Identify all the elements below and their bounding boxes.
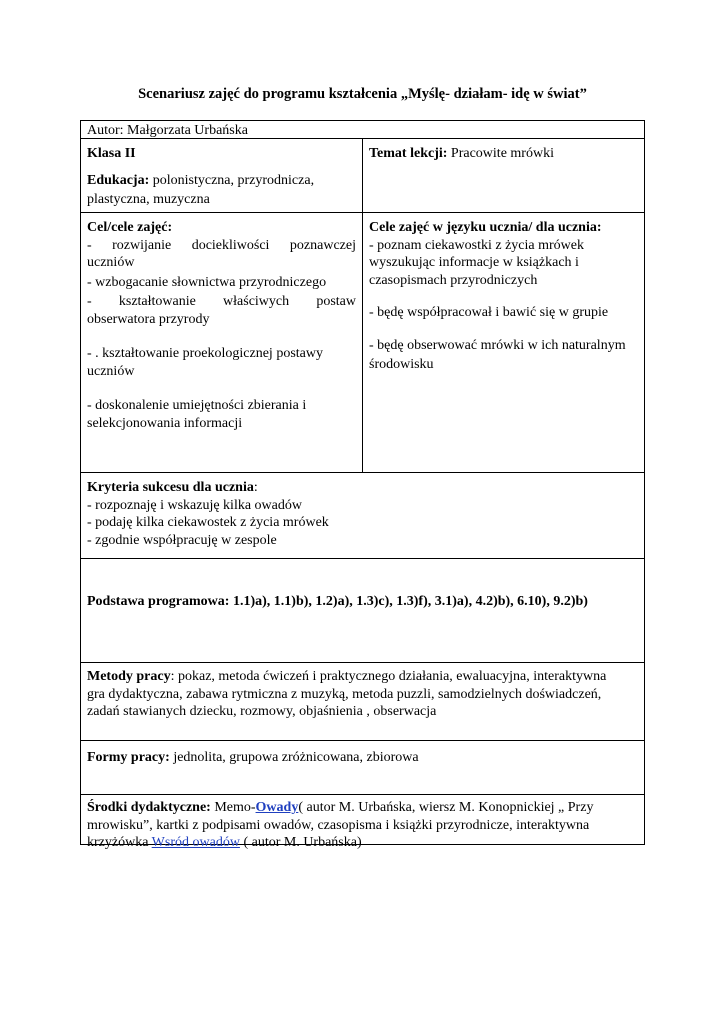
author-text: Autor: Małgorzata Urbańska <box>87 123 248 138</box>
lesson-table <box>80 120 645 850</box>
goal-item: - doskonalenie umiejętności zbierania i <box>87 398 307 413</box>
student-goal-item: - będę obserwować mrówki w ich naturalnym <box>369 337 626 353</box>
methods-text: : pokaz, metoda ćwiczeń i praktycznego działania, ewaluacyjna, interaktywna <box>170 669 607 684</box>
class-topic-row <box>81 139 644 213</box>
forms-row <box>81 741 644 795</box>
education-label: Edukacja: <box>87 172 150 188</box>
curriculum-value: 1.1)a), 1.1)b), 1.2)a), 1.3)c), 1.3)f), 3.1)a), 4.2)b), 6.10), 9.2)b) <box>229 594 588 609</box>
curriculum-cell <box>81 559 644 662</box>
student-goal-item-cont: wyszukując informacje w książkach i <box>369 255 579 270</box>
goal-item-cont: uczniów <box>87 255 135 270</box>
goal-item: - wzbogacanie słownictwa przyrodniczego <box>87 274 327 290</box>
criteria-item: - podaję kilka ciekawostek z życia mrówek <box>87 515 329 530</box>
goal-item: - rozwijanie dociekliwości poznawczej <box>87 237 356 253</box>
education-value-2: plastyczna, muzyczna <box>87 192 210 207</box>
student-goals-cell <box>363 213 644 472</box>
curriculum-label: Podstawa programowa: <box>87 594 230 609</box>
student-goals-label: Cele zajęć w języku ucznia/ dla ucznia: <box>369 220 602 235</box>
methods-text-2: gra dydaktyczna, zabawa rytmiczna z muzyką, metoda puzzli, samodzielnych doświadczeń, <box>87 686 602 702</box>
criteria-label: Kryteria sukcesu dla ucznia <box>87 480 254 495</box>
topic-cell <box>363 139 644 212</box>
methods-cell <box>81 663 644 740</box>
student-goal-item: - poznam ciekawostki z życia mrówek <box>369 237 584 253</box>
student-goal-item-cont: czasopismach przyrodniczych <box>369 272 538 288</box>
topic-value: Pracowite mrówki <box>447 146 554 161</box>
curriculum-row <box>81 559 644 663</box>
class-cell <box>81 139 363 212</box>
means-pre: Memo- <box>210 800 256 815</box>
criteria-colon: : <box>253 480 258 495</box>
author-row <box>81 121 644 139</box>
methods-row <box>81 663 644 741</box>
means-text: ( autor M. Urbańska, wiersz M. Konopnickiej „ Przy <box>298 800 594 815</box>
document-title: Scenariusz zajęć do programu kształcenia „Myślę- działam- idę w świat” <box>138 86 587 102</box>
memo-owady-link[interactable]: Owady <box>255 800 299 815</box>
goal-item-cont: obserwatora przyrody <box>87 311 210 327</box>
student-goal-item: - będę współpracował i bawić się w grupie <box>369 305 609 320</box>
education-value: polonistyczna, przyrodnicza, <box>149 172 315 188</box>
means-text-2: mrowisku”, kartki z podpisami owadów, czasopisma i książki przyrodnicze, interaktywna <box>87 817 590 833</box>
goals-row <box>81 213 644 473</box>
means-row <box>81 795 644 850</box>
means-text-3-pre: krzyżówka <box>87 835 152 850</box>
forms-label: Formy pracy: <box>87 750 170 765</box>
goal-item: - . kształtowanie proekologicznej postawy <box>87 346 323 361</box>
methods-text-3: zadań stawianych dziecku, rozmowy, objaśnienia , obserwacja <box>87 704 437 719</box>
goals-cell <box>81 213 363 472</box>
methods-label: Metody pracy <box>87 669 171 684</box>
means-cell <box>81 795 644 850</box>
criteria-row <box>81 473 644 559</box>
goal-item-cont: selekcjonowania informacji <box>87 415 243 431</box>
means-text-3-post: ( autor M. Urbańska) <box>239 835 362 850</box>
forms-value: jednolita, grupowa zróżnicowana, zbiorowa <box>169 750 419 765</box>
criteria-item: - zgodnie współpracuję w zespole <box>87 532 277 548</box>
class-label: Klasa II <box>87 146 136 161</box>
criteria-cell <box>81 473 644 558</box>
goal-item-cont: uczniów <box>87 363 135 379</box>
goals-label: Cel/cele zajęć: <box>87 220 173 235</box>
means-label: Środki dydaktyczne: <box>87 800 211 815</box>
goal-item: - kształtowanie właściwych postaw <box>87 294 356 309</box>
forms-cell <box>81 741 644 794</box>
criteria-item: - rozpoznaję i wskazuję kilka owadów <box>87 497 302 513</box>
author-cell <box>81 121 644 138</box>
wsrod-owadow-link[interactable]: Wsród owadów <box>151 835 240 850</box>
student-goal-item-cont: środowisku <box>369 357 434 372</box>
topic-label: Temat lekcji: <box>369 146 448 161</box>
